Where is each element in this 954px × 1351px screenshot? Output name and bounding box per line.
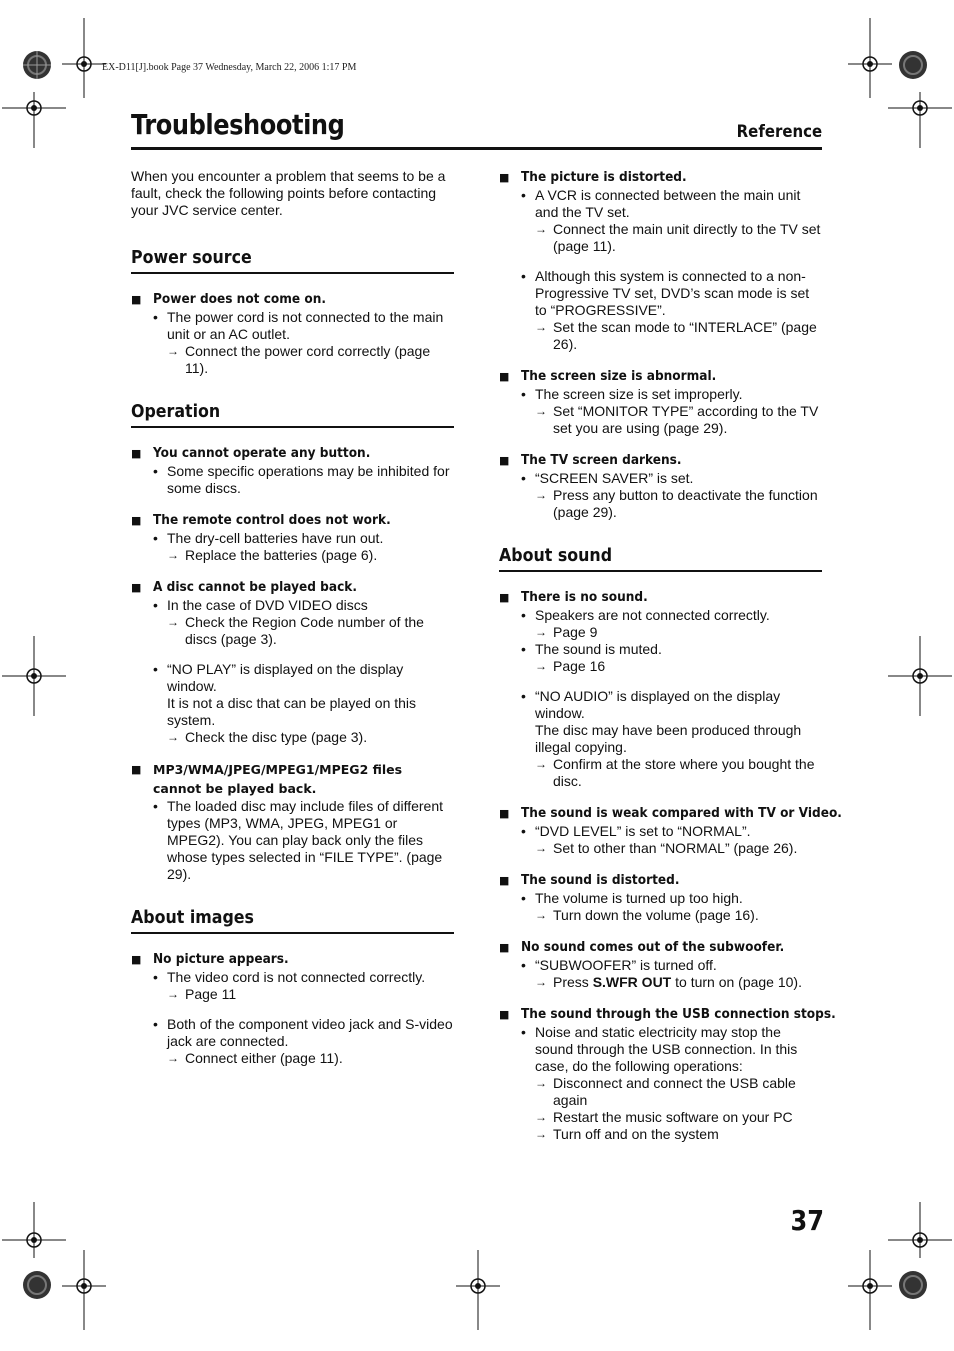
section-heading-text: Operation	[131, 401, 221, 422]
arrow-right-icon: →	[535, 222, 547, 236]
trouble-item	[499, 1005, 836, 1143]
remedy-line	[167, 1050, 454, 1067]
section-heading-text: About images	[131, 907, 254, 928]
trouble-title: Power does not come on.	[153, 291, 327, 307]
remedy-text: Set “MONITOR TYPE” according to the TV set you are using (page 29).	[553, 403, 819, 436]
registration-mark-dark	[898, 1270, 928, 1300]
trouble-item	[499, 168, 822, 353]
remedy-line	[535, 974, 822, 991]
trouble-heading	[499, 588, 822, 607]
cause-entry	[521, 641, 822, 675]
trouble-item	[131, 760, 454, 883]
arrow-right-icon: →	[535, 659, 547, 673]
right-column	[499, 168, 842, 1167]
remedy-line	[167, 547, 454, 564]
cause-text: Speakers are not connected correctly.	[535, 607, 770, 623]
trouble-item	[131, 950, 454, 1067]
bullet-icon: •	[153, 463, 158, 479]
trouble-title: The sound is weak compared with TV or Video.	[521, 805, 842, 821]
trouble-heading	[499, 451, 822, 470]
remedy-text: Connect the power cord correctly (page 11).	[185, 343, 431, 376]
cause-text: The loaded disc may include files of different types (MP3, WMA, JPEG, MPEG1 or MPEG2). You can play back only the files whose types selected in “FILE TYPE”. (page 29).	[167, 798, 444, 882]
crosshair-mark	[848, 18, 892, 98]
cause-entry	[521, 688, 822, 790]
cause-text: Both of the component video jack and S-video jack are connected.	[167, 1016, 453, 1049]
cause-line	[521, 386, 822, 403]
square-bullet-icon: ■	[131, 514, 142, 527]
page-title: Troubleshooting	[131, 108, 345, 141]
remedy-line	[535, 1126, 822, 1143]
cause-line	[153, 661, 454, 729]
square-bullet-icon: ■	[499, 874, 510, 887]
square-bullet-icon: ■	[131, 581, 142, 594]
cause-entry	[153, 463, 454, 497]
remedy-text: Page 11	[185, 986, 237, 1002]
square-bullet-icon: ■	[131, 953, 142, 966]
remedy-line	[535, 1075, 822, 1109]
trouble-heading	[499, 367, 822, 386]
arrow-right-icon: →	[535, 625, 547, 639]
section	[499, 545, 842, 1143]
bullet-icon: •	[521, 470, 526, 486]
trouble-item	[499, 588, 822, 790]
trouble-heading	[499, 1005, 836, 1024]
crosshair-mark	[2, 636, 66, 716]
bullet-icon: •	[521, 1024, 526, 1040]
square-bullet-icon: ■	[131, 447, 142, 460]
arrow-right-icon: →	[535, 1110, 547, 1124]
square-bullet-icon: ■	[131, 763, 142, 776]
cause-line	[153, 463, 454, 497]
trouble-title: The sound through the USB connection stops.	[521, 1006, 836, 1022]
remedy-text: Confirm at the store where you bought the disc.	[553, 756, 815, 789]
cause-text: The power cord is not connected to the main unit or an AC outlet.	[167, 309, 444, 342]
trouble-item	[131, 290, 454, 377]
square-bullet-icon: ■	[499, 454, 510, 467]
remedy-text-post: to turn on (page 10).	[671, 974, 802, 990]
section-label: Reference	[736, 122, 822, 142]
trouble-item	[131, 578, 454, 746]
square-bullet-icon: ■	[131, 293, 142, 306]
intro-paragraph: When you encounter a problem that seems to be a fault, check the following points before contacting your JVC service center.	[131, 168, 446, 218]
cause-line	[153, 597, 454, 614]
trouble-item	[499, 367, 822, 437]
arrow-right-icon: →	[167, 730, 179, 744]
cause-entry	[521, 957, 822, 991]
cause-line	[521, 823, 822, 840]
trouble-heading	[131, 578, 454, 597]
cause-entry	[521, 386, 822, 437]
trouble-title: The sound is distorted.	[521, 872, 680, 888]
crosshair-mark	[888, 636, 952, 716]
trouble-heading	[499, 804, 842, 823]
right-sections	[499, 168, 842, 1143]
remedy-text: Set the scan mode to “INTERLACE” (page 26).	[553, 319, 817, 352]
cause-entry	[153, 597, 454, 648]
trouble-title: There is no sound.	[521, 589, 648, 605]
cause-entry	[521, 1024, 822, 1143]
cause-entry	[153, 309, 454, 377]
remedy-text: Check the Region Code number of the discs (page 3).	[185, 614, 424, 647]
cause-line	[521, 268, 822, 319]
arrow-right-icon: →	[167, 548, 179, 562]
arrow-right-icon: →	[535, 1127, 547, 1141]
title-rule	[131, 147, 822, 150]
trouble-title: The TV screen darkens.	[521, 452, 682, 468]
crosshair-mark	[848, 1250, 892, 1330]
cause-line	[521, 187, 822, 221]
remedy-text: Press any button to deactivate the function (page 29).	[553, 487, 818, 520]
square-bullet-icon: ■	[499, 370, 510, 383]
remedy-text: Disconnect and connect the USB cable again	[553, 1075, 796, 1108]
cause-text: The screen size is set improperly.	[535, 386, 743, 402]
section	[131, 907, 454, 1067]
arrow-right-icon: →	[167, 987, 179, 1001]
remedy-text: Turn down the volume (page 16).	[553, 907, 759, 923]
cause-entry	[521, 470, 822, 521]
registration-mark-dark	[898, 50, 928, 80]
crosshair-mark	[62, 1250, 106, 1330]
remedy-text-pre: Press	[553, 974, 593, 990]
cause-text: The dry-cell batteries have run out.	[167, 530, 384, 546]
trouble-title: The remote control does not work.	[153, 512, 391, 528]
remedy-text: Set to other than “NORMAL” (page 26).	[553, 840, 798, 856]
cause-text: Although this system is connected to a non-Progressive TV set, DVD’s scan mode is set to “PROGRESSIVE”.	[535, 268, 810, 318]
remedy-line	[167, 729, 454, 746]
bullet-icon: •	[521, 957, 526, 973]
remedy-text: Connect either (page 11).	[185, 1050, 343, 1066]
section-heading	[131, 907, 454, 934]
cause-line	[521, 688, 822, 756]
remedy-text: Connect the main unit directly to the TV set (page 11).	[553, 221, 821, 254]
registration-mark-dark	[22, 1270, 52, 1300]
cause-text: A VCR is connected between the main unit and the TV set.	[535, 187, 801, 220]
cause-entry	[153, 530, 454, 564]
registration-mark-dark	[22, 50, 52, 80]
crosshair-mark	[62, 18, 106, 98]
trouble-heading	[131, 444, 454, 463]
trouble-item	[131, 444, 454, 497]
cause-entry	[153, 969, 454, 1003]
left-column	[131, 168, 454, 1091]
remedy-text: Page 16	[553, 658, 606, 674]
bullet-icon: •	[521, 607, 526, 623]
trouble-title: MP3/WMA/JPEG/MPEG1/MPEG2 files cannot be played back.	[153, 762, 403, 796]
remedy-line	[535, 1109, 822, 1126]
section-heading	[131, 247, 454, 274]
trouble-heading	[131, 511, 454, 530]
trouble-title: The screen size is abnormal.	[521, 368, 717, 384]
cause-line	[521, 641, 822, 658]
trouble-heading	[499, 938, 822, 957]
arrow-right-icon: →	[167, 615, 179, 629]
remedy-line	[535, 403, 822, 437]
left-sections	[131, 247, 454, 1067]
square-bullet-icon: ■	[499, 591, 510, 604]
bullet-icon: •	[521, 268, 526, 284]
cause-text: The sound is muted.	[535, 641, 662, 657]
bullet-icon: •	[153, 1016, 158, 1032]
cause-line	[153, 530, 454, 547]
bullet-icon: •	[521, 823, 526, 839]
cause-text: Some specific operations may be inhibited for some discs.	[167, 463, 450, 496]
key-label: S.WFR OUT	[592, 974, 672, 990]
cause-text: The volume is turned up too high.	[535, 890, 743, 906]
section	[131, 401, 454, 883]
cause-line	[521, 890, 822, 907]
section-heading	[499, 545, 822, 572]
page-number: 37	[790, 1204, 824, 1237]
cause-line	[153, 1016, 454, 1050]
trouble-item	[499, 451, 822, 521]
trouble-title: The picture is distorted.	[521, 169, 687, 185]
trouble-heading	[499, 871, 822, 890]
cause-entry	[521, 890, 822, 924]
section-heading	[131, 401, 454, 428]
remedy-text	[553, 974, 822, 991]
arrow-right-icon: →	[535, 841, 547, 855]
bullet-icon: •	[521, 890, 526, 906]
cause-text: “SCREEN SAVER” is set.	[535, 470, 694, 486]
cause-entry	[521, 607, 822, 641]
square-bullet-icon: ■	[499, 1008, 510, 1021]
cause-text: “NO PLAY” is displayed on the display window. It is not a disc that can be played on this system.	[167, 661, 417, 728]
cause-text: The video cord is not connected correctly.	[167, 969, 426, 985]
cause-entry	[521, 823, 822, 857]
cause-entry	[153, 798, 454, 883]
remedy-line	[535, 658, 822, 675]
cause-text: Noise and static electricity may stop the sound through the USB connection. In this case, do the following operations:	[535, 1024, 798, 1074]
crosshair-mark	[888, 92, 952, 148]
remedy-line	[535, 756, 822, 790]
section	[499, 168, 822, 521]
cause-line	[521, 470, 822, 487]
remedy-line	[535, 221, 822, 255]
cause-line	[521, 957, 822, 974]
trouble-title: No picture appears.	[153, 951, 289, 967]
arrow-right-icon: →	[535, 404, 547, 418]
bullet-icon: •	[153, 530, 158, 546]
bullet-icon: •	[153, 309, 158, 325]
square-bullet-icon: ■	[499, 171, 510, 184]
crosshair-mark	[2, 92, 66, 148]
bullet-icon: •	[153, 798, 158, 814]
section-heading-text: About sound	[499, 545, 613, 566]
cause-line	[153, 798, 454, 883]
cause-entry	[153, 661, 454, 746]
trouble-heading	[131, 760, 454, 798]
bullet-icon: •	[153, 661, 158, 677]
crosshair-mark	[888, 1202, 952, 1258]
trouble-heading	[131, 950, 454, 969]
remedy-line	[535, 840, 822, 857]
remedy-text: Check the disc type (page 3).	[185, 729, 368, 745]
arrow-right-icon: →	[167, 1051, 179, 1065]
trouble-heading	[499, 168, 822, 187]
remedy-text: Restart the music software on your PC	[553, 1109, 793, 1125]
remedy-line	[535, 624, 822, 641]
square-bullet-icon: ■	[499, 941, 510, 954]
cause-line	[521, 607, 822, 624]
crosshair-mark	[456, 1250, 500, 1330]
bullet-icon: •	[521, 187, 526, 203]
cause-text: “SUBWOOFER” is turned off.	[535, 957, 717, 973]
remedy-text: Turn off and on the system	[553, 1126, 719, 1142]
remedy-line	[167, 614, 454, 648]
remedy-text: Page 9	[553, 624, 598, 640]
trouble-title: A disc cannot be played back.	[153, 579, 357, 595]
cause-text: “NO AUDIO” is displayed on the display window. The disc may have been produced through illegal copying.	[535, 688, 802, 755]
arrow-right-icon: →	[535, 975, 547, 989]
remedy-line	[167, 343, 454, 377]
cause-line	[153, 969, 454, 986]
cause-line	[153, 309, 454, 343]
arrow-right-icon: →	[535, 1076, 547, 1090]
remedy-line	[167, 986, 454, 1003]
trouble-item	[499, 871, 822, 924]
cause-entry	[521, 187, 822, 255]
remedy-line	[535, 487, 822, 521]
cause-line	[521, 1024, 822, 1075]
trouble-title: You cannot operate any button.	[153, 445, 371, 461]
bullet-icon: •	[521, 688, 526, 704]
remedy-line	[535, 907, 822, 924]
remedy-line	[535, 319, 822, 353]
arrow-right-icon: →	[535, 488, 547, 502]
bullet-icon: •	[521, 641, 526, 657]
section-heading-text: Power source	[131, 247, 252, 268]
bullet-icon: •	[153, 597, 158, 613]
print-header-note: EX-D11[J].book Page 37 Wednesday, March 22, 2006 1:17 PM	[102, 62, 357, 73]
trouble-item	[499, 804, 842, 857]
cause-entry	[521, 268, 822, 353]
cause-entry	[153, 1016, 454, 1067]
section	[131, 247, 454, 377]
trouble-item	[131, 511, 454, 564]
trouble-item	[499, 938, 822, 991]
bullet-icon: •	[153, 969, 158, 985]
trouble-title: No sound comes out of the subwoofer.	[521, 939, 785, 955]
crosshair-mark	[2, 1202, 66, 1258]
bullet-icon: •	[521, 386, 526, 402]
arrow-right-icon: →	[535, 757, 547, 771]
square-bullet-icon: ■	[499, 807, 510, 820]
arrow-right-icon: →	[535, 908, 547, 922]
cause-text: In the case of DVD VIDEO discs	[167, 597, 368, 613]
remedy-text: Replace the batteries (page 6).	[185, 547, 378, 563]
arrow-right-icon: →	[167, 344, 179, 358]
cause-text: “DVD LEVEL” is set to “NORMAL”.	[535, 823, 751, 839]
arrow-right-icon: →	[535, 320, 547, 334]
trouble-heading	[131, 290, 454, 309]
